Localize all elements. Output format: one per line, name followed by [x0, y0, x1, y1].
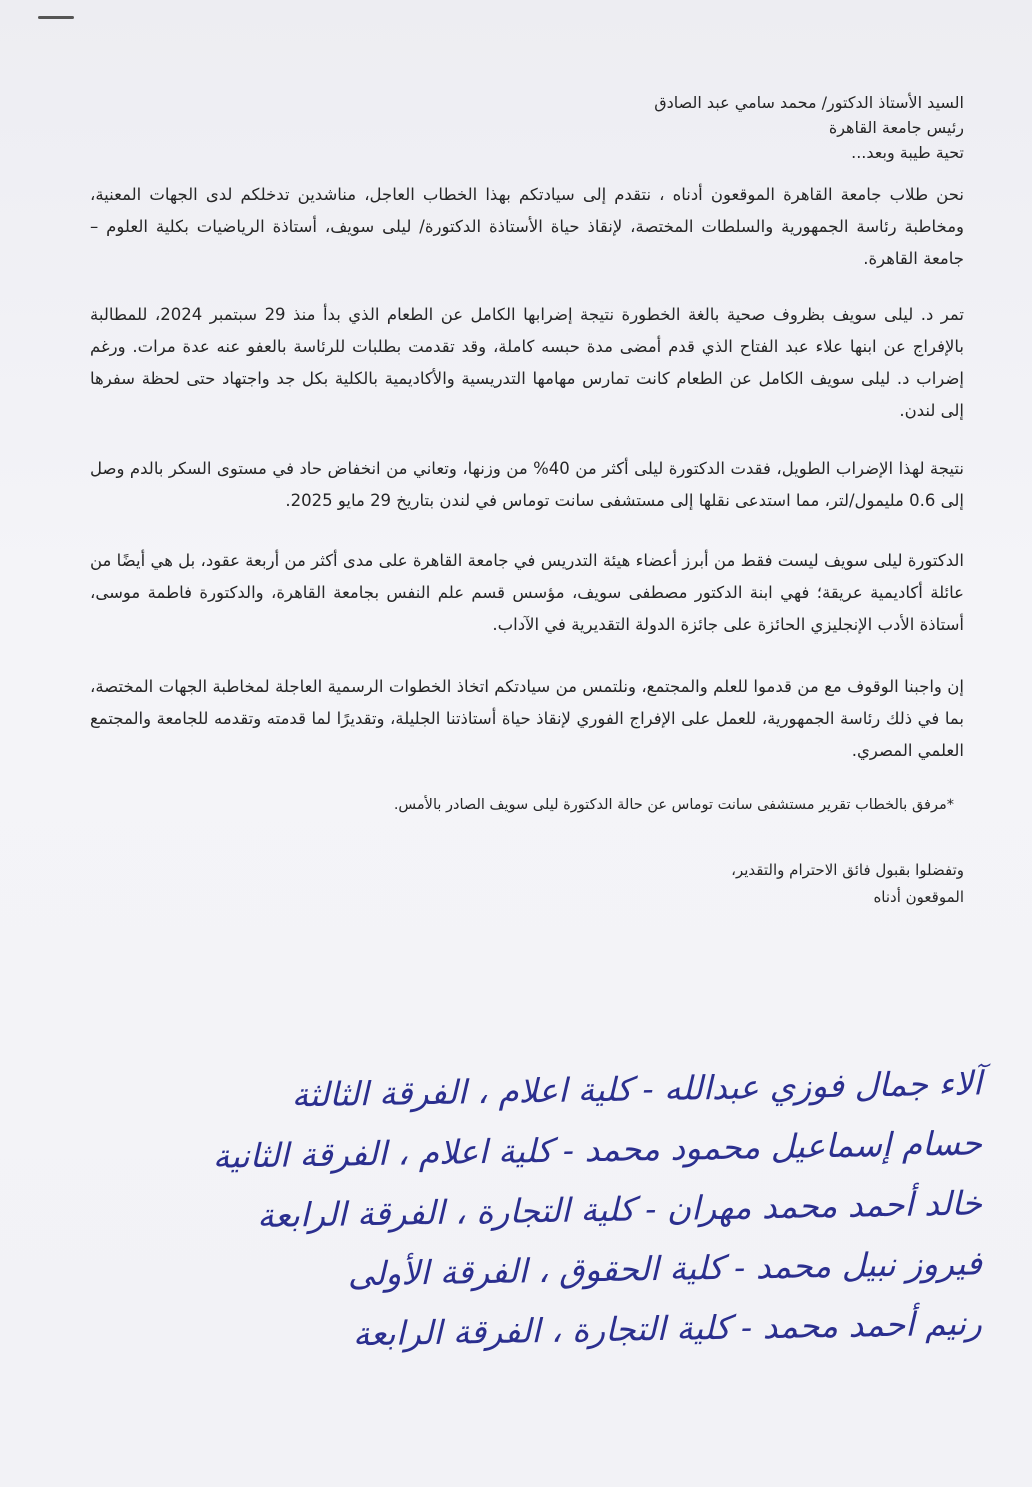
closing-line: وتفضلوا بقبول فائق الاحترام والتقدير، [731, 861, 964, 879]
corner-pen-mark [38, 16, 74, 19]
paragraph-intro: نحن طلاب جامعة القاهرة الموقعون أدناه ، نتقدم إلى سيادتكم بهذا الخطاب العاجل، مناشدين تدخلكم لدى الجهات المعنية، ومخاطبة رئاسة الجمهورية والسلطات المختصة، لإنقاذ حياة الأستاذة الدكتورة/ ليلى سويف، أستاذة الرياضيات بكلية العلوم – جامعة القاهرة. [90, 185, 964, 268]
paragraph-background: الدكتورة ليلى سويف ليست فقط من أبرز أعضاء هيئة التدريس في جامعة القاهرة على مدى أكثر من أربعة عقود، بل هي أيضًا من عائلة أكاديمية عريقة؛ فهي ابنة الدكتور مصطفى سويف، مؤسس قسم علم النفس بجامعة القاهرة، والدكتورة فاطمة موسى، أستاذة الأدب الإنجليزي الحائزة على جائزة الدولة التقديرية في الآداب. [90, 551, 964, 634]
attachment-note: *مرفق بالخطاب تقرير مستشفى سانت توماس عن حالة الدكتورة ليلى سويف الصادر بالأمس. [393, 797, 954, 813]
paragraph-hospital: نتيجة لهذا الإضراب الطويل، فقدت الدكتورة ليلى أكثر من 40% من وزنها، وتعاني من انخفاض حاد في مستوى السكر بالدم وصل إلى 0.6 مليمول/لتر، مما استدعى نقلها إلى مستشفى سانت توماس في لندن بتاريخ 29 مايو 2025. [90, 459, 964, 510]
signature-line: آلاء جمال فوزي عبدالله - كلية اعلام ، الفرقة الثالثة [291, 1063, 983, 1115]
paragraph-health: تمر د. ليلى سويف بظروف صحية بالغة الخطورة نتيجة إضرابها الكامل عن الطعام الذي بدأ منذ 29 سبتمبر 2024، للمطالبة بالإفراج عن ابنها علاء عبد الفتاح الذي قدم أمضى مدة حبسه كاملة، وقد تقدمت بطلبات للرئاسة بالعفو عنه عدة مرات. ورغم إضراب د. ليلى سويف الكامل عن الطعام كانت تمارس مهامها التدريسية والأكاديمية بالكلية بكل جد واجتهاد حتى لحظة سفرها إلى لندن. [90, 305, 964, 420]
letter-body [90, 90, 964, 911]
signature-line: خالد أحمد محمد مهران - كلية التجارة ، الفرقة الرابعة [256, 1183, 983, 1236]
addressee-title: رئيس جامعة القاهرة [828, 118, 964, 137]
signature-line: رنيم أحمد محمد - كلية التجارة ، الفرقة الرابعة [352, 1303, 983, 1354]
addressee-line: السيد الأستاذ الدكتور/ محمد سامي عبد الصادق [654, 93, 964, 112]
greeting: تحية طيبة وبعد... [851, 143, 964, 162]
signature-line: حسام إسماعيل محمود محمد - كلية اعلام ، الفرقة الثانية [212, 1123, 983, 1176]
signature-line: فيروز نبيل محمد - كلية الحقوق ، الفرقة الأولى [347, 1243, 983, 1294]
paragraph-request: إن واجبنا الوقوف مع من قدموا للعلم والمجتمع، ونلتمس من سيادتكم اتخاذ الخطوات الرسمية العاجلة لمخاطبة الجهات المختصة، بما في ذلك رئاسة الجمهورية، للعمل على الإفراج الفوري لإنقاذ حياة أستاذتنا الجليلة، وتقديرًا لما قدمته وتقدمه للجامعة والمجتمع العلمي المصري. [90, 677, 964, 760]
signatories-label: الموقعون أدناه [873, 888, 964, 906]
handwritten-signatures [212, 1060, 983, 1360]
closing-block [90, 857, 964, 911]
